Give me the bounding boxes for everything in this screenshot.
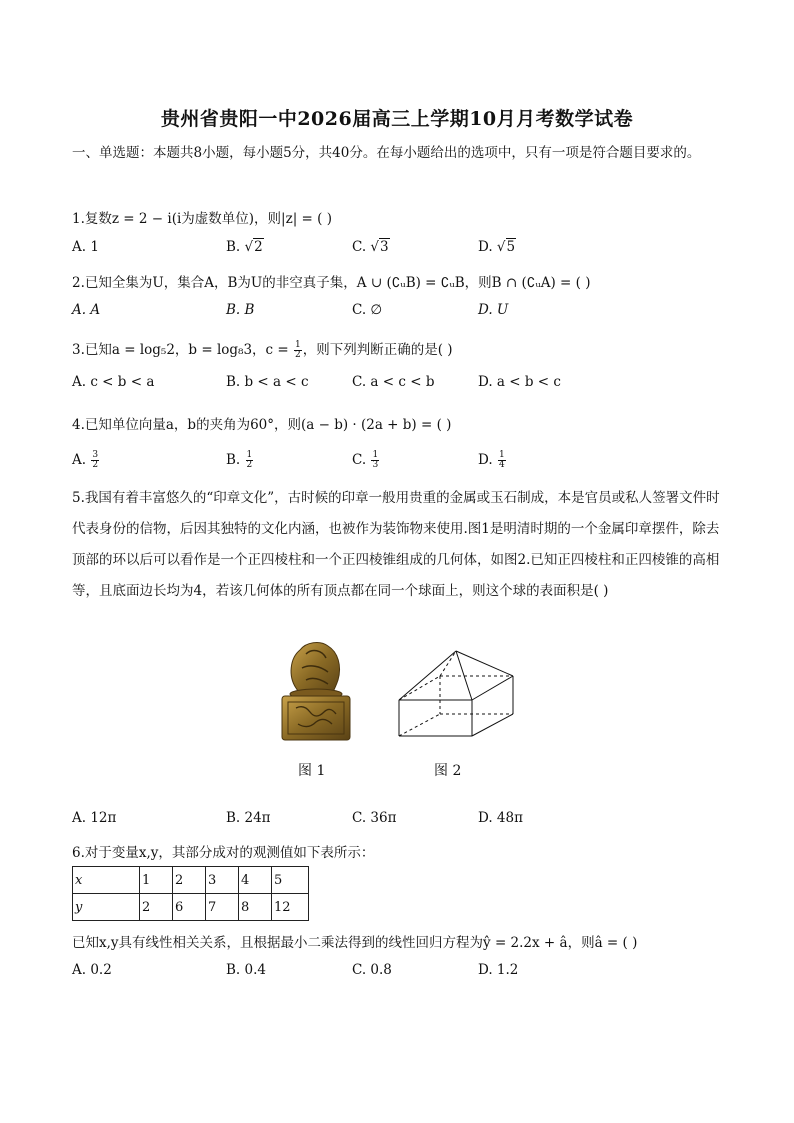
q4-option-a xyxy=(72,451,100,470)
q3-stem xyxy=(72,338,453,360)
table-cell: 5 xyxy=(272,867,309,894)
q1-option-b-radicand: 2 xyxy=(254,239,263,255)
q1-option-c-label: C. xyxy=(352,239,367,255)
q2-option-a: A. A xyxy=(72,302,101,318)
q2-option-d: D. U xyxy=(478,302,509,318)
q3-option-b: B. b < a < c xyxy=(226,374,309,390)
q3-option-a: A. c < b < a xyxy=(72,374,155,390)
q4-option-a-fraction xyxy=(91,451,99,470)
q5-option-a: A. 12π xyxy=(72,810,117,826)
prism-bottom-right-edge xyxy=(472,714,513,736)
q2-option-b: B. B xyxy=(226,302,255,318)
q4-b-den: 2 xyxy=(246,460,253,470)
q1-option-d: D. √5 xyxy=(478,239,516,255)
q4-c-den: 3 xyxy=(372,460,379,470)
q4-option-d-fraction xyxy=(498,451,506,470)
table-row xyxy=(73,894,309,921)
section-heading: 一、单选题：本题共8小题，每小题5分，共40分。在每小题给出的选项中，只有一项是符合题目要求的。 xyxy=(72,145,701,161)
table-cell: 1 xyxy=(140,867,173,894)
hidden-top-left-edge xyxy=(399,676,440,700)
table-cell: 2 xyxy=(173,867,206,894)
q4-b-num: 1 xyxy=(246,450,253,460)
q2-stem: 2.已知全集为U，集合A，B为U的非空真子集，A ∪ (∁ᵤB) = ∁ᵤB，则B ∩ (∁ᵤA) = ( ) xyxy=(72,275,591,291)
q3-option-d: D. a < b < c xyxy=(478,374,561,390)
prism-top-right-edge xyxy=(472,676,513,700)
q3-stem-end: ，则下列判断正确的是( ) xyxy=(302,342,453,358)
table-cell: 8 xyxy=(239,894,272,921)
q4-c-num: 1 xyxy=(372,450,379,460)
q4-option-d xyxy=(478,451,507,470)
q4-option-a-label: A. xyxy=(72,452,87,468)
q3-stem-start: 3.已知a = log₅2，b = log₈3，c = xyxy=(72,342,289,358)
q4-option-c-fraction xyxy=(371,451,379,470)
geometry-figure xyxy=(396,648,518,740)
q3-c-fraction xyxy=(294,341,302,360)
q6-option-d: D. 1.2 xyxy=(478,962,519,978)
q1-option-d-radicand: 5 xyxy=(506,239,516,255)
q6-option-c: C. 0.8 xyxy=(352,962,392,978)
q4-option-c xyxy=(352,451,380,470)
hidden-bottom-left-edge xyxy=(399,714,440,736)
figure-2-caption: 图 2 xyxy=(434,763,462,779)
q5-option-b: B. 24π xyxy=(226,810,271,826)
q1-option-b: B. √2 xyxy=(226,239,263,255)
hidden-pyramid-edge xyxy=(440,651,456,676)
q6-text: 已知x,y具有线性相关关系，且根据最小二乘法得到的线性回归方程为ŷ = 2.2x + â，则â = ( ) xyxy=(72,935,638,951)
figure-1-caption: 图 1 xyxy=(298,763,326,779)
q6-option-b: B. 0.4 xyxy=(226,962,266,978)
q4-option-b-label: B. xyxy=(226,452,241,468)
q3-option-c: C. a < c < b xyxy=(352,374,435,390)
q1-option-b-label: B. xyxy=(226,239,241,255)
seal-photo xyxy=(276,636,356,742)
table-cell: 4 xyxy=(239,867,272,894)
table-cell: x xyxy=(73,867,140,894)
q2-option-c: C. ∅ xyxy=(352,302,383,318)
q1-stem: 1.复数z = 2 − i(i为虚数单位)，则|z| = ( ) xyxy=(72,211,332,227)
q5-option-d: D. 48π xyxy=(478,810,523,826)
table-cell: 12 xyxy=(272,894,309,921)
q4-a-den: 2 xyxy=(92,460,99,470)
q1-option-c: C. √3 xyxy=(352,239,389,255)
table-row xyxy=(73,867,309,894)
q4-stem: 4.已知单位向量a，b的夹角为60°，则(a − b) · (2a + b) = ( ) xyxy=(72,417,452,433)
q6-stem: 6.对于变量x,y，其部分成对的观测值如下表所示： xyxy=(72,845,375,861)
table-cell: 6 xyxy=(173,894,206,921)
q5-stem: 5.我国有着丰富悠久的“印章文化”，古时候的印章一般用贵重的金属或玉石制成，本是官员或私人签署文件时代表身份的信物，后因其独特的文化内涵，也被作为装饰物来使用.图1是明清时期的一个金属印章摆件，除去顶部的环以后可以看作是一个正四棱柱和一个正四棱锥组成的几何体，如图2.已知正四棱柱和正四棱锥的高相等，且底面边长均为4，若该几何体的所有顶点都在同一个球面上，则这个球的表面积是( ) xyxy=(72,490,720,599)
table-cell: 2 xyxy=(140,894,173,921)
q4-d-den: 4 xyxy=(498,460,505,470)
q5-option-c: C. 36π xyxy=(352,810,397,826)
q3-c-denominator: 2 xyxy=(295,350,301,360)
table-cell: y xyxy=(73,894,140,921)
q4-a-num: 3 xyxy=(92,450,99,460)
pyramid-edge-3 xyxy=(456,651,513,676)
q4-option-d-label: D. xyxy=(478,452,493,468)
q4-option-b xyxy=(226,451,254,470)
observation-table xyxy=(72,866,309,921)
q1-option-a: A. 1 xyxy=(72,239,99,255)
table-cell: 7 xyxy=(206,894,239,921)
q1-option-d-label: D. xyxy=(478,239,493,255)
q4-d-num: 1 xyxy=(498,450,505,460)
q1-option-c-radicand: 3 xyxy=(380,239,389,255)
table-cell: 3 xyxy=(206,867,239,894)
q4-option-c-label: C. xyxy=(352,452,367,468)
q4-option-b-fraction xyxy=(246,451,254,470)
q3-c-numerator: 1 xyxy=(295,340,301,350)
exam-title: 贵州省贵阳一中2026届高三上学期10月月考数学试卷 xyxy=(160,108,634,130)
q6-option-a: A. 0.2 xyxy=(72,962,112,978)
